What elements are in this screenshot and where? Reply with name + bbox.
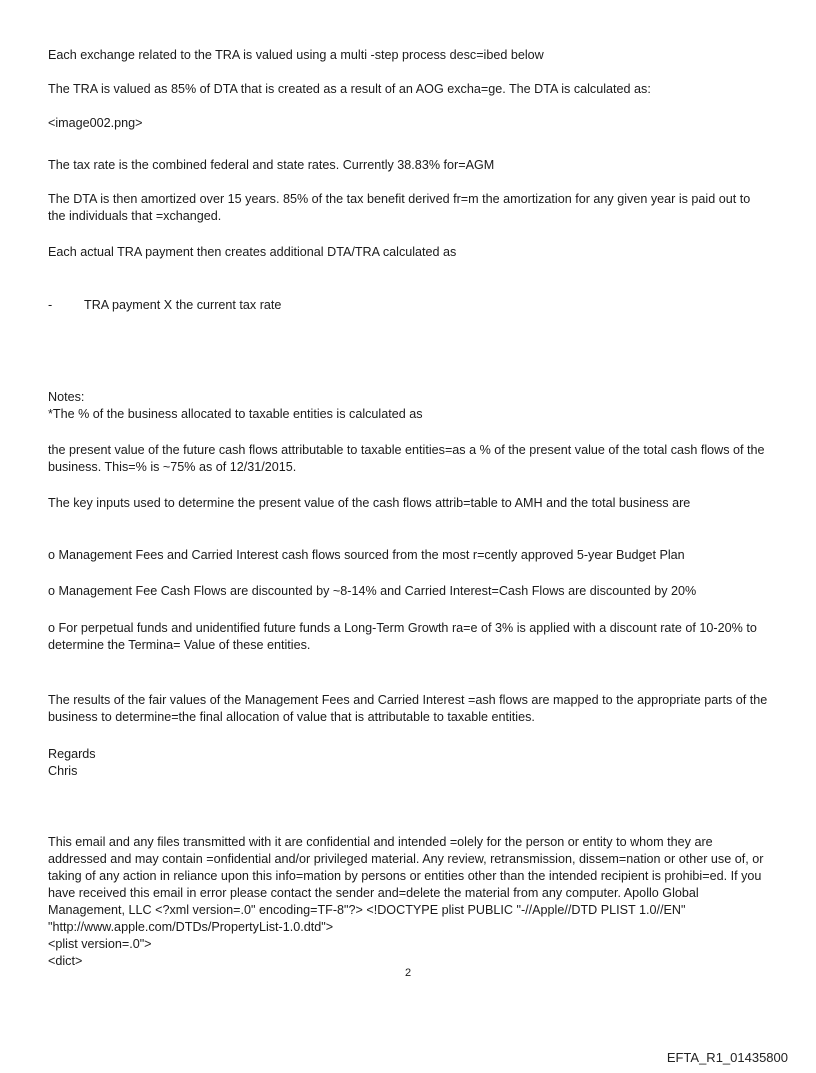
dict-line: <dict> (48, 954, 83, 968)
confidentiality-disclaimer: This email and any files transmitted with it are confidential and intended =olely for the person or entity to whom they are addressed and may contain =onfidential and/or privileged material. Any review, retransmission, dissem=nation or other use of, or taking of any action in reliance upon this info=mation by persons or entities other than the intended recipient is prohibi=ed. If you have received this email in error please contact the sender and=delete the material from any computer. Apollo Global Management, LLC <?xml version=.0" encoding=TF-8"?> <!DOCTYPE plist PUBLIC "-//Apple//DTD PLIST 1.0//EN" "http://www.apple.com/DTDs/PropertyList-1.0.dtd"> (48, 835, 764, 934)
page-number: 2 (404, 967, 412, 979)
intro-line: Each exchange related to the TRA is valued using a multi -step process desc=ibed below (48, 48, 544, 62)
input-item-budget: o Management Fees and Carried Interest cash flows sourced from the most r=cently approved 5-year Budget Plan (48, 548, 685, 562)
key-inputs-line: The key inputs used to determine the present value of the cash flows attrib=table to AMH and the total business are (48, 496, 691, 510)
regards-text: Regards (48, 747, 96, 761)
tax-rate-line: The tax rate is the combined federal and state rates. Currently 38.83% for=AGM (48, 158, 495, 172)
bullet-item: TRA payment X the current tax rate (84, 298, 282, 312)
amortization-paragraph: The DTA is then amortized over 15 years. 85% of the tax benefit derived fr=m the amortization for any given year is paid out to the individuals that =xchanged. (48, 192, 751, 223)
bullet-dash: - (48, 298, 53, 312)
plist-line: <plist version=.0"> (48, 937, 152, 951)
present-value-paragraph: the present value of the future cash flows attributable to taxable entities=as a % of the present value of the total cash flows of the business. This=% is ~75% as of 12/31/2015. (48, 443, 765, 474)
results-paragraph: The results of the fair values of the Management Fees and Carried Interest =ash flows are mapped to the appropriate parts of the business to determine=the final allocation of value that is attributable to taxable entities. (48, 693, 768, 724)
document-id: EFTA_R1_01435800 (666, 1050, 788, 1065)
notes-first-line: *The % of the business allocated to taxable entities is calculated as (48, 407, 423, 421)
tra-valuation-line: The TRA is valued as 85% of DTA that is created as a result of an AOG excha=ge. The DTA is calculated as: (48, 82, 651, 96)
image-placeholder-text: <image002.png> (48, 116, 143, 130)
signature-name: Chris (48, 764, 78, 778)
notes-label: Notes: (48, 390, 85, 404)
input-item-growth: o For perpetual funds and unidentified future funds a Long-Term Growth ra=e of 3% is applied with a discount rate of 10-20% to determine the Termina= Value of these entities. (48, 621, 757, 652)
input-item-discount: o Management Fee Cash Flows are discounted by ~8-14% and Carried Interest=Cash Flows are discounted by 20% (48, 584, 697, 598)
tra-payment-line: Each actual TRA payment then creates additional DTA/TRA calculated as (48, 245, 457, 259)
